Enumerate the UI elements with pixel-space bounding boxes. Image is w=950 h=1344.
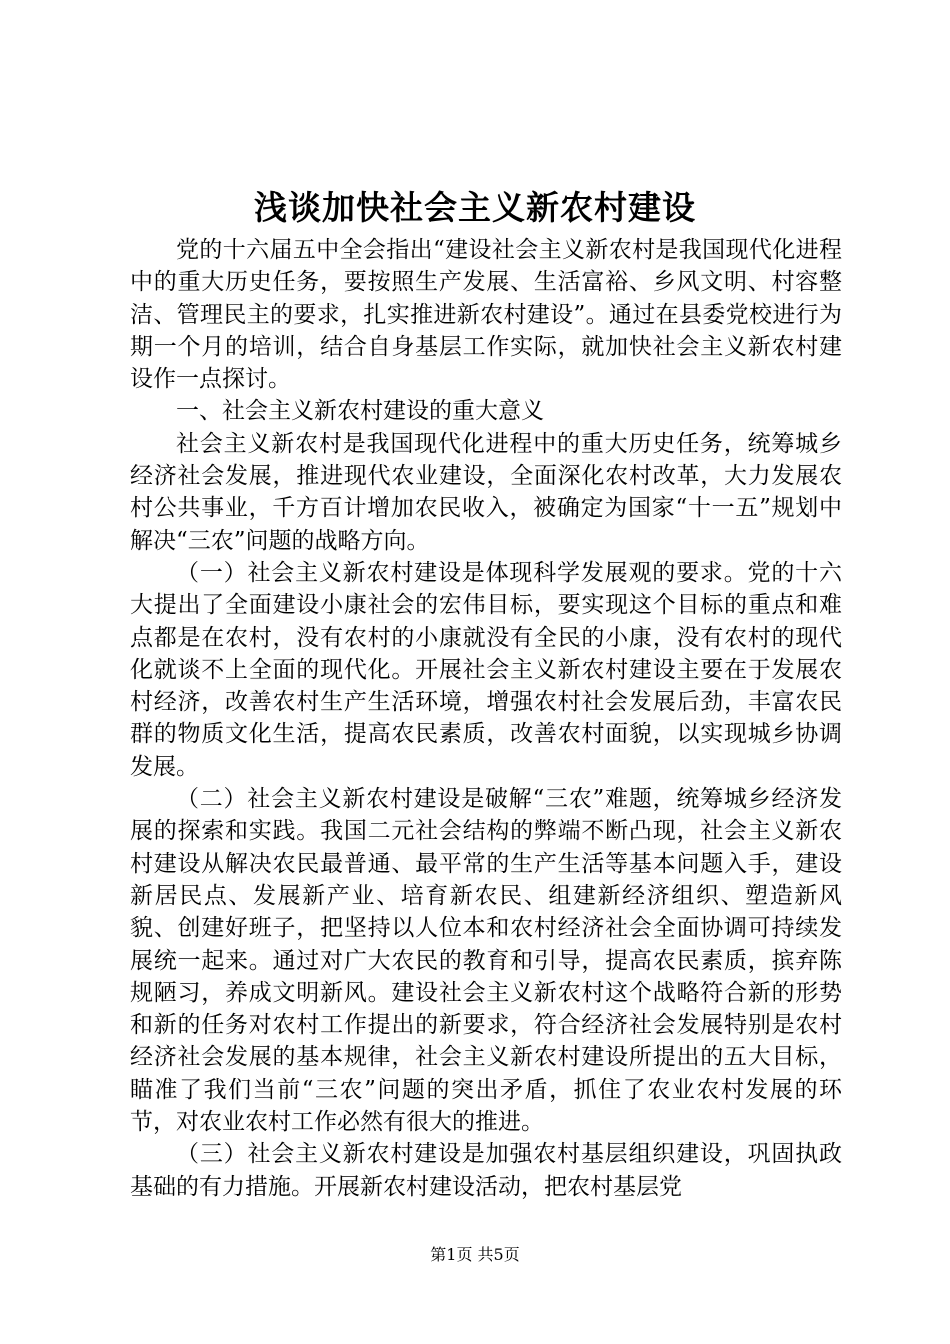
page-footer: 第1页 共5页 (430, 1245, 520, 1264)
document-title: 浅谈加快社会主义新农村建设 (254, 188, 696, 227)
paragraph-intro: 党的十六届五中全会指出“建设社会主义新农村是我国现代化进程中的重大历史任务，要按照生产发展、生活富裕、乡风文明、村容整洁、管理民主的要求，扎实推进新农村建设”。通过在县委党校进行为期一个月的培训，结合自身基层工作实际，就加快社会主义新农村建设作一点探讨。 (130, 237, 842, 393)
paragraph-point-2: （二）社会主义新农村建设是破解“三农”难题，统筹城乡经济发展的探索和实践。我国二元社会结构的弊端不断凸现，社会主义新农村建设从解决农民最普通、最平常的生产生活等基本问题入手，建设新居民点、发展新产业、培育新农民、组建新经济组织、塑造新风貌、创建好班子，把坚持以人位本和农村经济社会全面协调可持续发展统一起来。通过对广大农民的教育和引导，提高农民素质，摈弃陈规陋习，养成文明新风。建设社会主义新农村这个战略符合新的形势和新的任务对农村工作提出的新要求，符合经济社会发展特别是农村经济社会发展的基本规律，社会主义新农村建设所提出的五大目标，瞄准了我们当前“三农”问题的突出矛盾，抓住了农业农村发展的环节，对农业农村工作必然有很大的推进。 (130, 786, 842, 1136)
section-heading-1: 一、社会主义新农村建设的重大意义 (176, 398, 544, 425)
document-body (130, 234, 842, 1203)
paragraph-point-1: （一）社会主义新农村建设是体现科学发展观的要求。党的十六大提出了全面建设小康社会的宏伟目标，要实现这个目标的重点和难点都是在农村，没有农村的小康就没有全民的小康，没有农村的现代化就谈不上全面的现代化。开展社会主义新农村建设主要在于发展农村经济，改善农村生产生活环境，增强农村社会发展后劲，丰富农民群的物质文化生活，提高农民素质，改善农村面貌，以实现城乡协调发展。 (130, 559, 842, 780)
paragraph-significance: 社会主义新农村是我国现代化进程中的重大历史任务，统筹城乡经济社会发展，推进现代农业建设，全面深化农村改革，大力发展农村公共事业，千方百计增加农民收入，被确定为国家“十一五”规划中解决“三农”问题的战略方向。 (130, 430, 842, 554)
paragraph-point-3: （三）社会主义新农村建设是加强农村基层组织建设，巩固执政基础的有力措施。开展新农村建设活动，把农村基层党 (130, 1141, 842, 1200)
